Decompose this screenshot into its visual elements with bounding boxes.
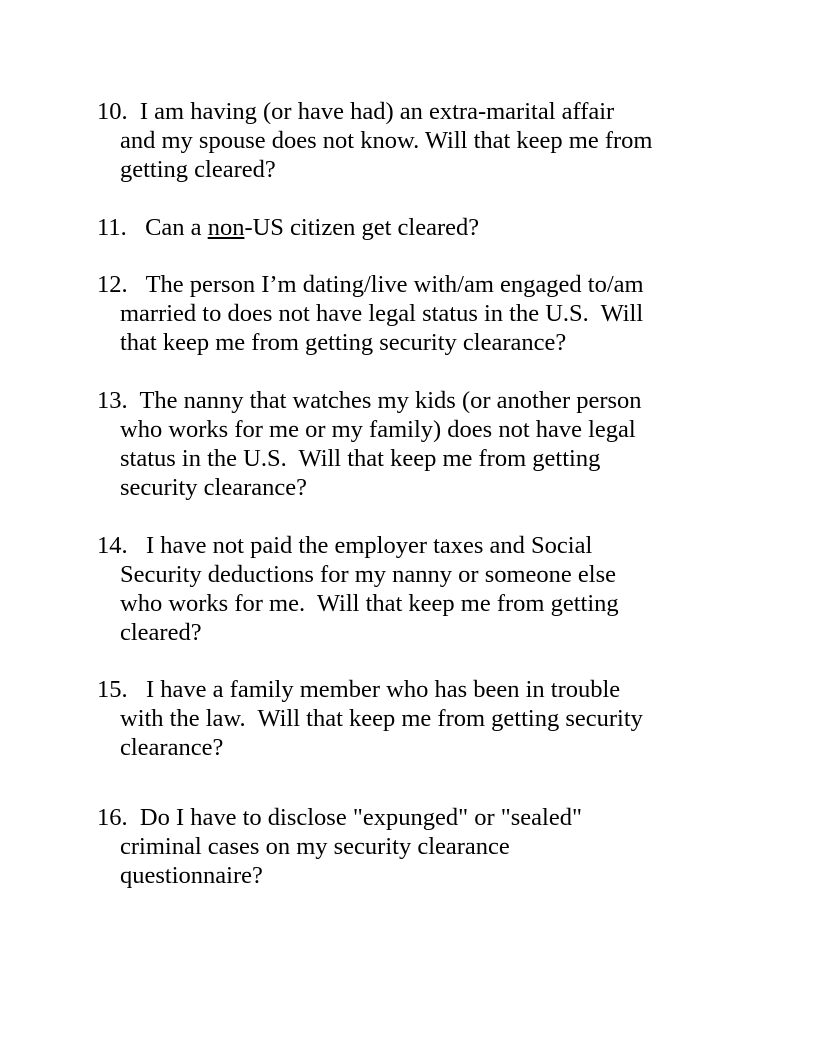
question-10-line-1 [97, 97, 737, 126]
question-16-text-line-2: criminal cases on my security clearance [120, 833, 510, 860]
question-16-text-line-3: questionnaire? [120, 862, 263, 889]
question-16-text-line-1: Do I have to disclose "expunged" or "sealed" [139, 804, 582, 831]
question-14-text-line-3: who works for me. Will that keep me from getting [120, 590, 619, 617]
question-10-number: 10. [97, 98, 128, 125]
question-12 [97, 270, 737, 357]
question-14-number: 14. [97, 532, 128, 559]
question-14-text-line-1: I have not paid the employer taxes and Social [146, 532, 593, 559]
question-12-text-line-1: The person I’m dating/live with/am engaged to/am [145, 271, 644, 298]
question-15-text-line-1: I have a family member who has been in trouble [146, 676, 621, 703]
question-10-text-line-3: getting cleared? [120, 156, 276, 183]
question-16 [97, 803, 737, 890]
question-11-prefix: Can a [145, 214, 208, 241]
question-11-suffix: -US citizen get cleared? [244, 214, 480, 241]
question-13-number: 13. [97, 387, 128, 414]
question-12-line-1 [97, 270, 737, 299]
question-14-line-1 [97, 531, 737, 560]
question-11 [97, 213, 737, 242]
question-14-text-line-4: cleared? [120, 619, 202, 646]
question-10 [97, 97, 737, 184]
question-13-text-line-2: who works for me or my family) does not have legal [120, 416, 636, 443]
question-15-text-line-2: with the law. Will that keep me from getting security [120, 705, 643, 732]
question-16-line-1 [97, 803, 737, 832]
question-14 [97, 531, 737, 647]
question-12-text-line-3: that keep me from getting security clearance? [120, 329, 567, 356]
question-13-text-line-3: status in the U.S. Will that keep me from getting [120, 445, 601, 472]
question-13-text-line-4: security clearance? [120, 474, 308, 501]
question-14-text-line-2: Security deductions for my nanny or someone else [120, 561, 617, 588]
question-13-line-1 [97, 386, 737, 415]
question-15 [97, 675, 737, 762]
question-15-line-1 [97, 675, 737, 704]
question-11-number: 11. [97, 214, 127, 241]
question-10-text-line-1: I am having (or have had) an extra-marital affair [139, 98, 615, 125]
question-15-text-line-3: clearance? [120, 734, 224, 761]
question-13-text-line-1: The nanny that watches my kids (or another person [139, 387, 642, 414]
question-16-number: 16. [97, 804, 128, 831]
question-15-number: 15. [97, 676, 128, 703]
question-11-underlined-word: non [207, 214, 245, 241]
question-13 [97, 386, 737, 502]
question-11-line-1 [97, 213, 737, 242]
question-12-number: 12. [97, 271, 128, 298]
question-10-text-line-2: and my spouse does not know. Will that keep me from [120, 127, 653, 154]
question-12-text-line-2: married to does not have legal status in the U.S. Will [120, 300, 644, 327]
